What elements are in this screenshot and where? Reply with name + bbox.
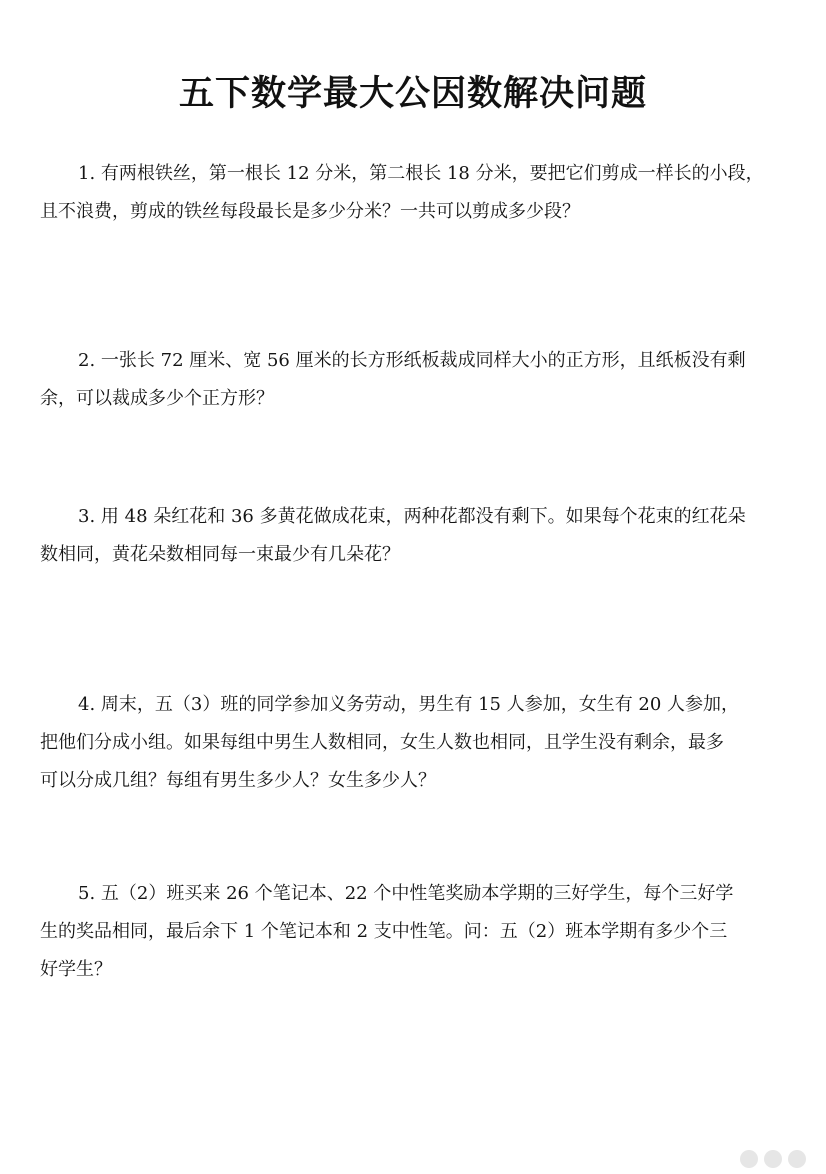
problem-line: 数相同，黄花朵数相同每一束最少有几朵花？ — [40, 544, 400, 565]
watermark-dot-icon — [740, 1150, 758, 1168]
watermark-dot-icon — [764, 1150, 782, 1168]
problem-1 — [40, 155, 792, 231]
page-title: 五下数学最大公因数解决问题 — [178, 74, 647, 114]
problem-3 — [40, 498, 792, 574]
problem-5 — [40, 875, 792, 989]
problem-4 — [40, 686, 792, 800]
problem-line: 生的奖品相同，最后余下 1 个笔记本和 2 支中性笔。问：五（2）班本学期有多少个三 — [40, 921, 728, 942]
problem-line: 1. 有两根铁丝，第一根长 12 分米，第二根长 18 分米，要把它们剪成一样长的小段， — [78, 163, 764, 184]
problem-line: 4. 周末，五（3）班的同学参加义务劳动，男生有 15 人参加，女生有 20 人参加， — [78, 694, 740, 715]
problem-line: 把他们分成小组。如果每组中男生人数相同，女生人数也相同，且学生没有剩余，最多 — [40, 732, 724, 753]
problem-line: 好学生？ — [40, 959, 112, 980]
watermark-dot-icon — [788, 1150, 806, 1168]
problem-line: 2. 一张长 72 厘米、宽 56 厘米的长方形纸板裁成同样大小的正方形，且纸板没有剩 — [78, 350, 746, 371]
problem-line: 且不浪费，剪成的铁丝每段最长是多少分米？一共可以剪成多少段？ — [40, 201, 580, 222]
problem-line: 3. 用 48 朵红花和 36 多黄花做成花束，两种花都没有剩下。如果每个花束的红花朵 — [78, 506, 746, 527]
problem-line: 余，可以裁成多少个正方形？ — [40, 388, 274, 409]
problem-2 — [40, 342, 792, 418]
watermark-logo — [740, 1150, 806, 1168]
problem-line: 5. 五（2）班买来 26 个笔记本、22 个中性笔奖励本学期的三好学生，每个三好学 — [78, 883, 734, 904]
problem-line: 可以分成几组？每组有男生多少人？女生多少人？ — [40, 770, 436, 791]
